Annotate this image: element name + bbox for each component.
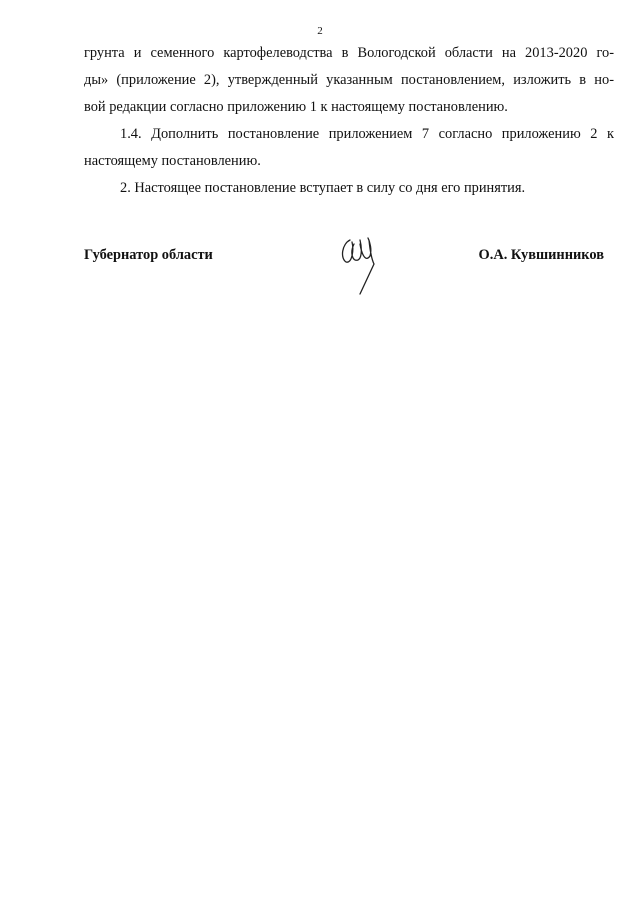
handwritten-signature bbox=[338, 230, 388, 300]
page-number: 2 bbox=[317, 25, 323, 37]
document-body bbox=[84, 40, 614, 202]
signatory-name: О.А. Кувшинников bbox=[478, 247, 604, 263]
body-line-6: 2. Настоящее постановление вступает в силу со дня его принятия. bbox=[120, 180, 526, 196]
signatory-position: Губернатор области bbox=[84, 247, 213, 263]
body-line-4: 1.4. Дополнить постановление приложением 7 согласно приложению 2 к bbox=[120, 126, 614, 142]
body-line-1: грунта и семенного картофелеводства в Вологодской области на 2013-2020 го- bbox=[84, 45, 614, 61]
body-line-3: вой редакции согласно приложению 1 к настоящему постановлению. bbox=[84, 99, 508, 115]
body-line-5: настоящему постановлению. bbox=[84, 153, 261, 169]
signature-block bbox=[84, 240, 604, 280]
body-line-2: ды» (приложение 2), утвержденный указанным постановлением, изложить в но- bbox=[84, 72, 614, 88]
